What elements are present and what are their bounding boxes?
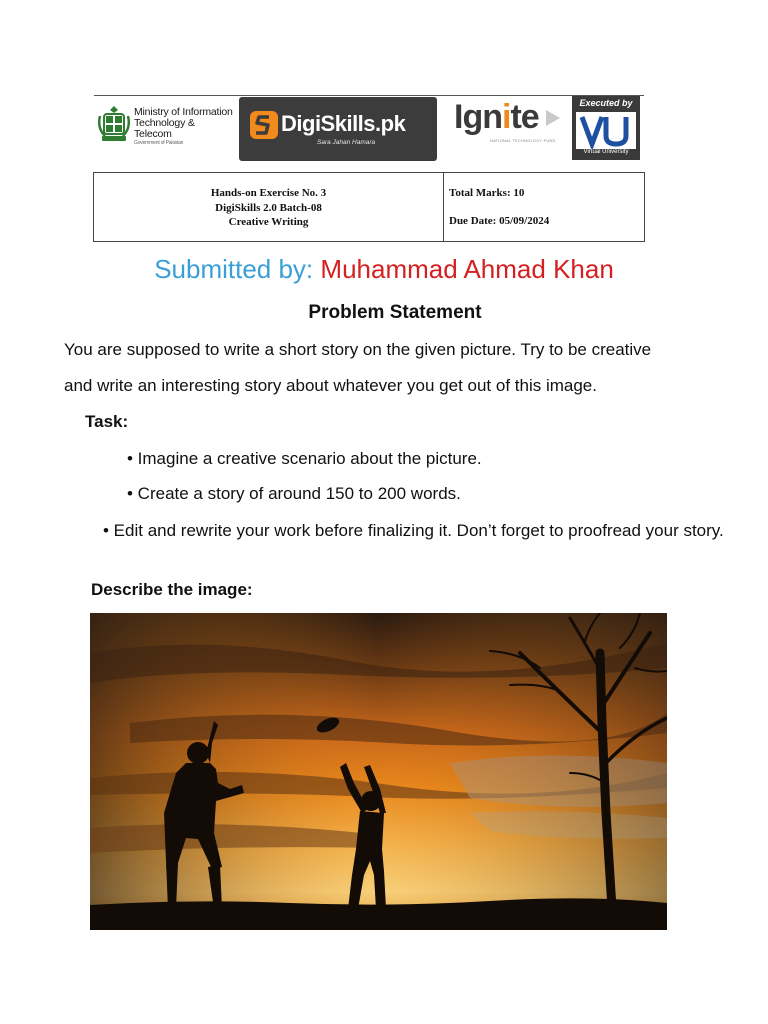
vu-executed-by: Executed by [579, 98, 633, 108]
ministry-logo [94, 100, 234, 148]
course-name: Creative Writing [228, 216, 309, 228]
ignite-word-part-2: i [501, 98, 511, 136]
submitted-by [0, 254, 768, 285]
problem-line-2: and write an interesting story about whatever you get out of this image. [64, 376, 597, 395]
exercise-number: Hands-on Exercise No. 3 [210, 187, 327, 199]
vu-logo [572, 96, 640, 160]
table-divider [443, 173, 444, 241]
ignite-logo [452, 98, 562, 150]
exercise-info-left [94, 186, 443, 230]
ministry-sub: Government of Pakistan [134, 140, 184, 146]
ministry-text [134, 107, 234, 147]
ignite-arrow-icon [544, 108, 562, 128]
submitter-name: Muhammad Ahmad Khan [320, 254, 614, 284]
task-label: Task: [85, 412, 129, 431]
task-bullet-3: • Edit and rewrite your work before finalizing it. Don’t forget to proofread your story. [103, 521, 724, 540]
problem-statement-title: Problem Statement [308, 302, 482, 323]
ignite-word-part-3: te [510, 98, 539, 136]
digiskills-name: DigiSkills.pk [281, 111, 406, 136]
submitted-label: Submitted by: [154, 254, 314, 284]
ignite-sub: NATIONAL TECHNOLOGY FUND [490, 138, 556, 143]
photo-illustration [90, 613, 667, 930]
ignite-word-part-1: Ign [454, 98, 502, 136]
exercise-info-table [93, 172, 645, 242]
digiskills-mark-icon [249, 110, 279, 140]
task-bullet-1: • Imagine a creative scenario about the picture. [127, 449, 482, 468]
describe-image-label: Describe the image: [91, 580, 253, 599]
problem-line-1: You are supposed to write a short story on the given picture. Try to be creative [64, 340, 652, 359]
digiskills-logo [239, 97, 437, 161]
vu-mark-icon [576, 112, 636, 149]
total-marks: Total Marks: 10 [449, 187, 525, 199]
sunset-silhouette-photo [90, 613, 667, 930]
exercise-info-right [449, 187, 550, 227]
vu-name: Virtual University [583, 149, 629, 155]
ignite-word [454, 98, 539, 137]
pakistan-emblem-icon [96, 102, 132, 144]
digiskills-tagline: Sara Jahan Hamara [317, 139, 376, 146]
ministry-line-2: Technology & Telecom [134, 117, 195, 140]
task-bullet-2: • Create a story of around 150 to 200 words. [127, 484, 461, 503]
header-logo-strip [94, 95, 644, 163]
batch-name: DigiSkills 2.0 Batch-08 [215, 201, 322, 214]
due-date: Due Date: 05/09/2024 [449, 215, 550, 227]
ministry-line-1: Ministry of Information [134, 106, 233, 118]
